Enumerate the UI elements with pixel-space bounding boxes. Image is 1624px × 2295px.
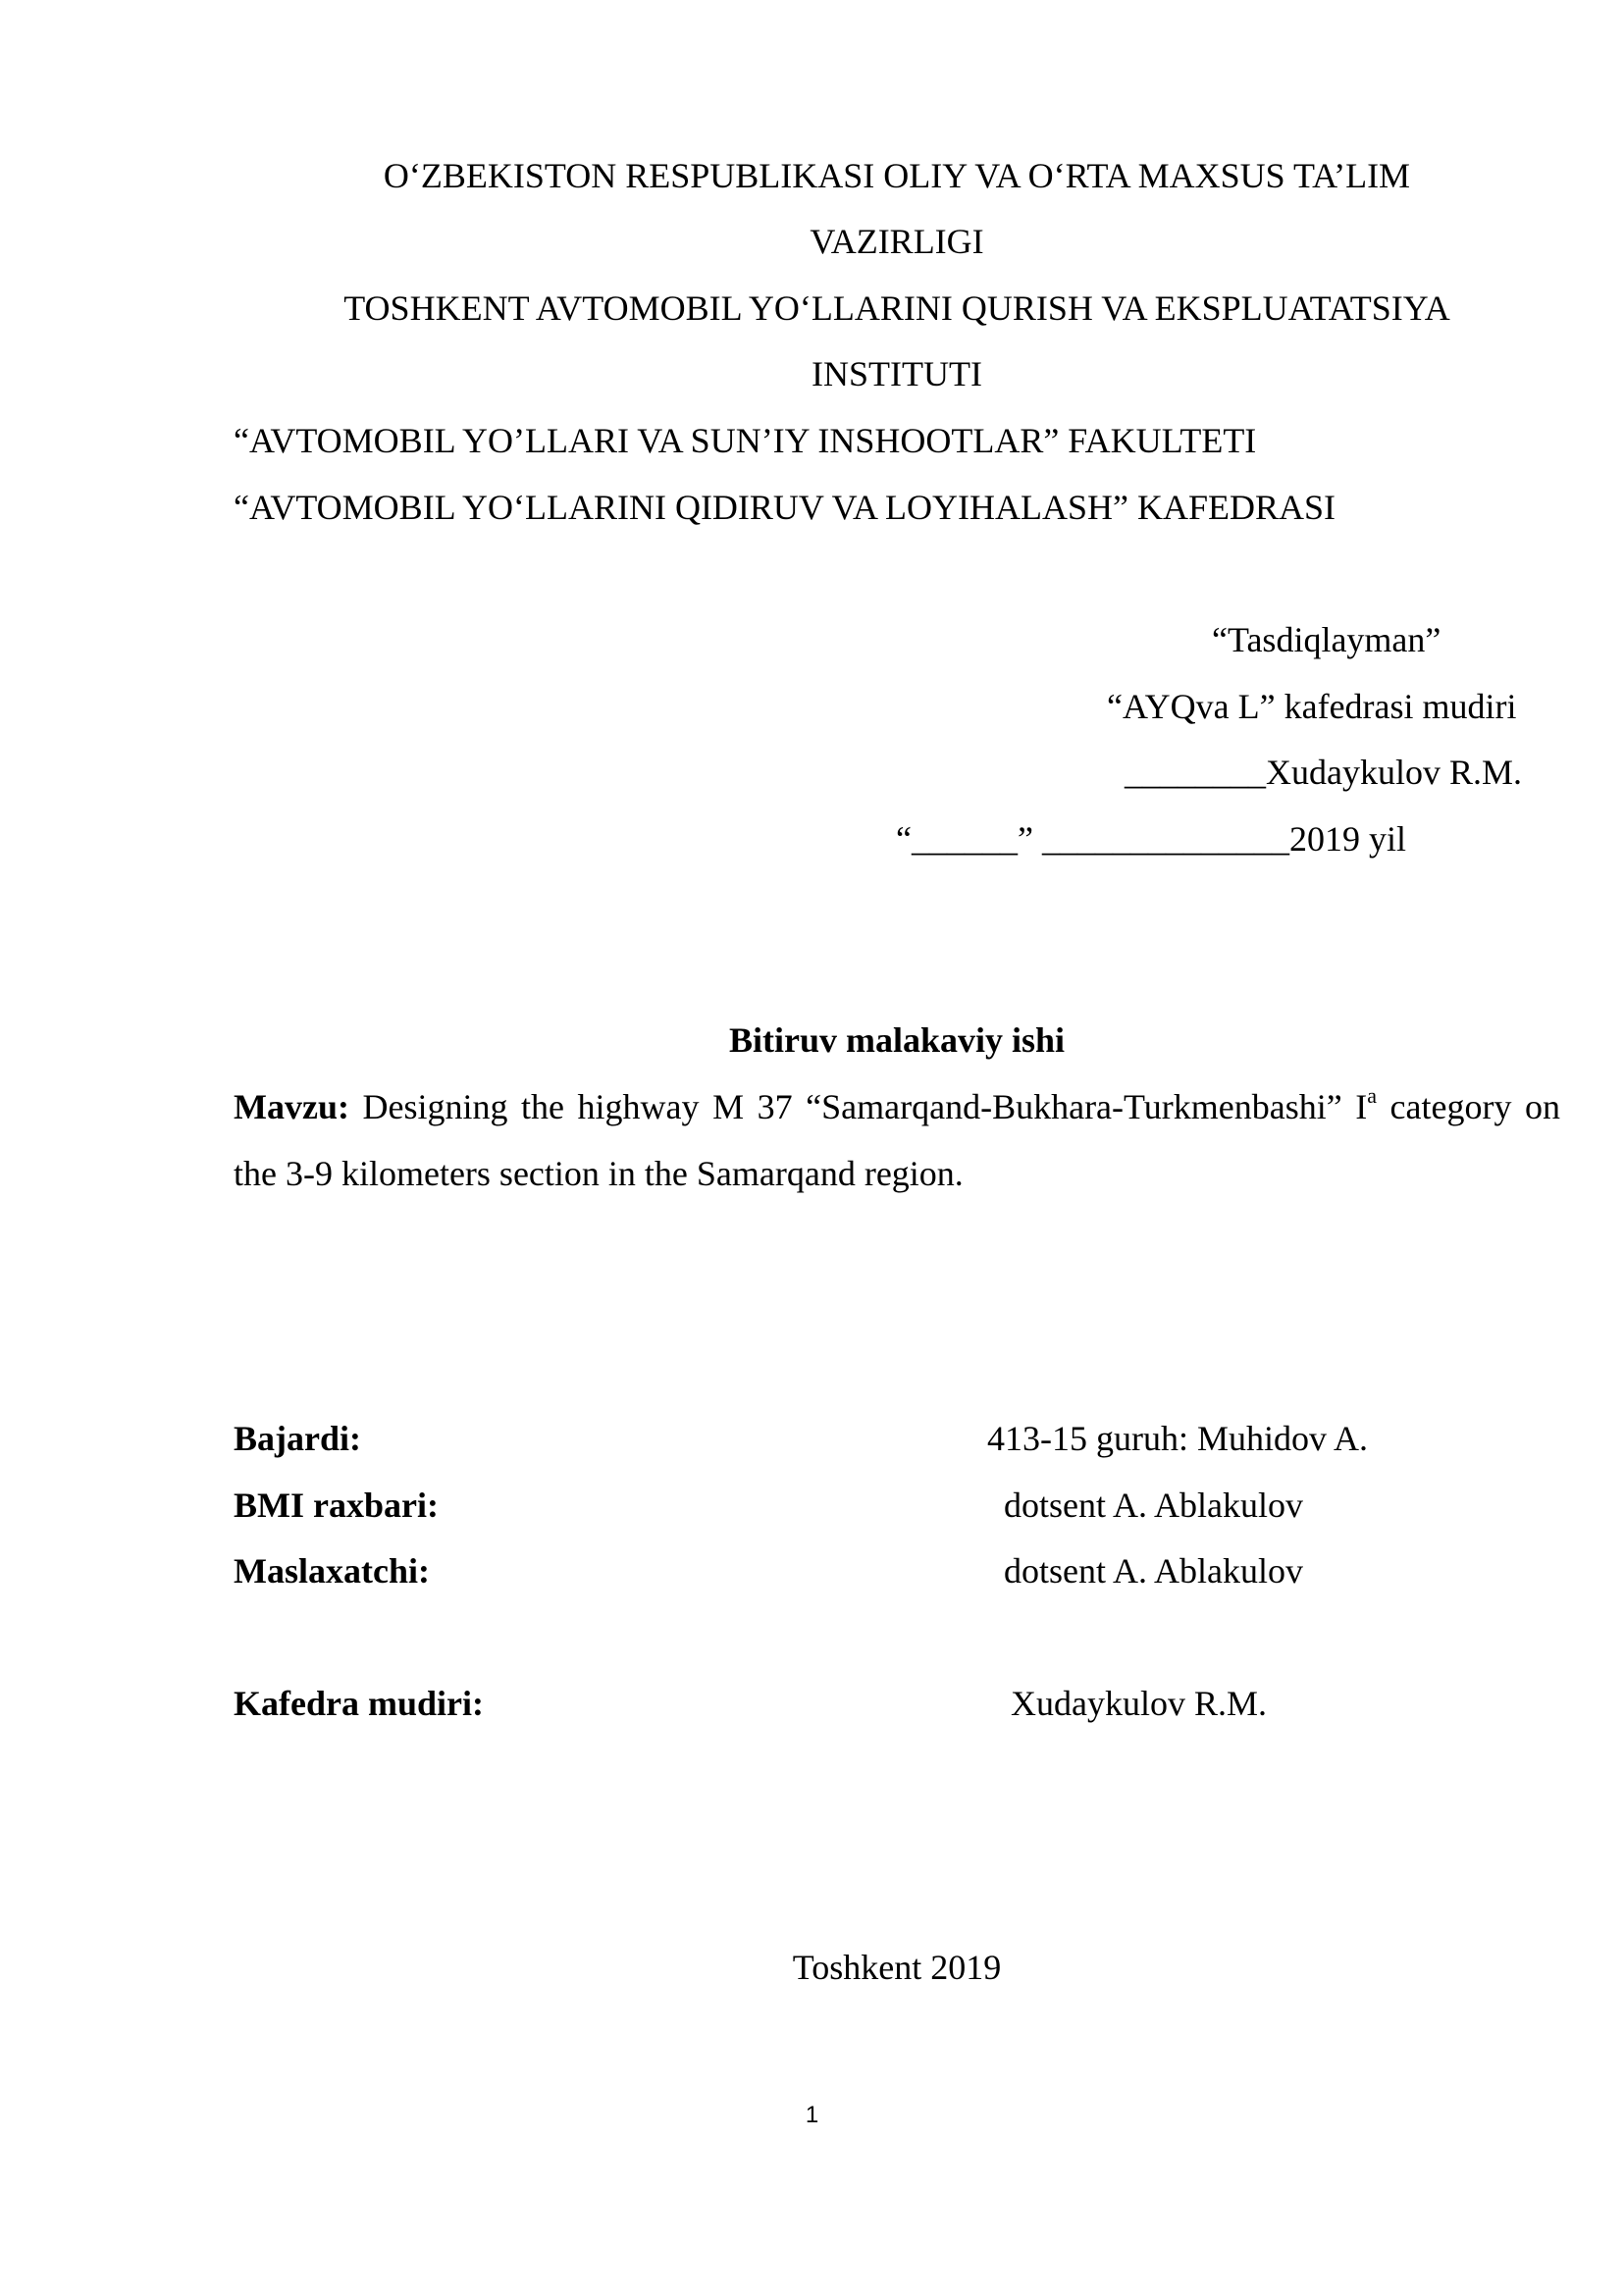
value-bmi-raxbari: dotsent A. Ablakulov xyxy=(1004,1486,1303,1525)
faculty-name: “AVTOMOBIL YO’LLARI VA SUN’IY INSHOOTLAR” FAKULTETI xyxy=(234,421,1257,460)
label-maslaxatchi: Maslaxatchi: xyxy=(234,1551,430,1591)
place-and-year: Toshkent 2019 xyxy=(792,1948,1002,1987)
label-kafedra-mudiri: Kafedra mudiri: xyxy=(234,1684,484,1723)
value-kafedra-mudiri: Xudaykulov R.M. xyxy=(1011,1684,1267,1723)
institute-title-line-2: INSTITUTI xyxy=(812,354,982,393)
topic-paragraph xyxy=(234,1073,1560,1207)
topic-text-part-1: Designing the highway M 37 “Samarqand-Bukhara-Turkmenbashi” I xyxy=(348,1087,1368,1126)
topic-text-part-2: category on the 3-9 kilometers section in the Samarqand region. xyxy=(234,1087,1560,1193)
department-name: “AVTOMOBIL YO‘LLARINI QIDIRUV VA LOYIHALASH” KAFEDRASI xyxy=(234,488,1336,527)
approval-signature-line: ________Xudaykulov R.M. xyxy=(1125,753,1522,792)
page-number: 1 xyxy=(805,2102,819,2128)
topic-label: Mavzu: xyxy=(234,1087,349,1126)
work-type-title: Bitiruv malakaviy ishi xyxy=(728,1020,1066,1060)
approval-date-line: “______” ______________2019 yil xyxy=(896,819,1406,859)
value-bajardi: 413-15 guruh: Muhidov A. xyxy=(987,1419,1369,1458)
label-bmi-raxbari: BMI raxbari: xyxy=(234,1486,439,1525)
topic-superscript: a xyxy=(1367,1083,1377,1108)
value-maslaxatchi: dotsent A. Ablakulov xyxy=(1004,1551,1303,1591)
label-bajardi: Bajardi: xyxy=(234,1419,361,1458)
ministry-title-line-2: VAZIRLIGI xyxy=(810,222,984,261)
ministry-title-line-1: O‘ZBEKISTON RESPUBLIKASI OLIY VA O‘RTA MAXSUS TA’LIM xyxy=(383,156,1411,195)
approval-title: “Tasdiqlayman” xyxy=(1212,620,1441,659)
institute-title-line-1: TOSHKENT AVTOMOBIL YO‘LLARINI QURISH VA EKSPLUATATSIYA xyxy=(343,288,1450,328)
approval-position: “AYQva L” kafedrasi mudiri xyxy=(1107,687,1517,726)
